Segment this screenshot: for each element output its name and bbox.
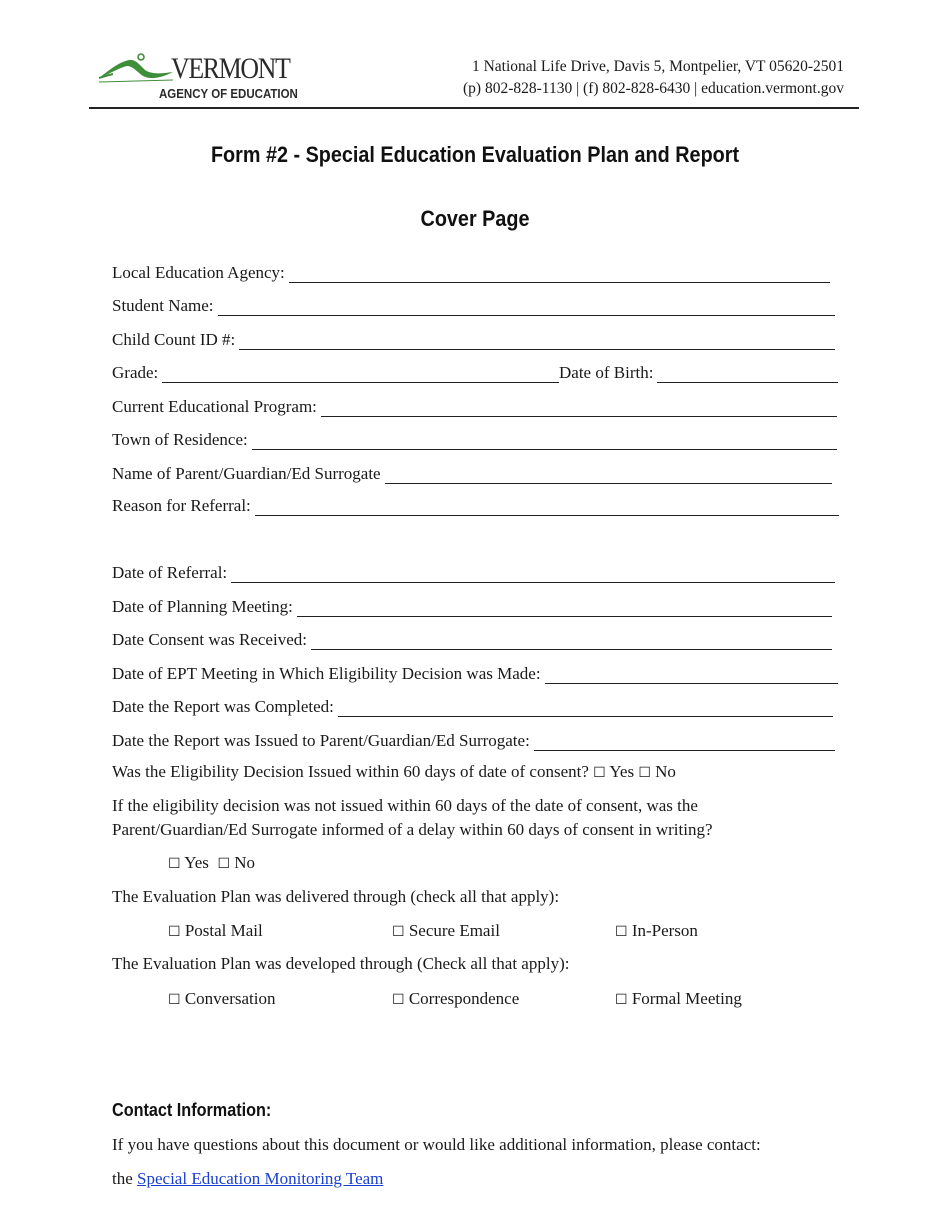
contact-prefix: the: [112, 1169, 133, 1188]
town-field[interactable]: [112, 426, 837, 450]
checkbox-icon[interactable]: ☐: [593, 765, 606, 781]
field-label: Date of Planning Meeting:: [112, 597, 293, 616]
field-label: Current Educational Program:: [112, 397, 317, 416]
lea-field[interactable]: [112, 259, 830, 283]
checkbox-icon[interactable]: ☐: [168, 856, 181, 872]
field-line[interactable]: [297, 600, 832, 617]
field-line[interactable]: [252, 433, 837, 450]
child-count-field[interactable]: [112, 326, 835, 350]
field-label: Local Education Agency:: [112, 263, 285, 282]
question-text: Was the Eligibility Decision Issued within 60 days of date of consent?: [112, 762, 589, 781]
field-label: Grade:: [112, 363, 159, 382]
option-label: Formal Meeting: [631, 989, 742, 1008]
field-line[interactable]: [657, 366, 838, 383]
option-no: No: [234, 853, 256, 872]
delivered-option-email: [392, 921, 500, 941]
agency-address: [463, 56, 844, 100]
delivered-option-inperson: [615, 921, 698, 941]
field-line[interactable]: [218, 299, 835, 316]
date-completed-field[interactable]: [112, 693, 833, 717]
date-planning-field[interactable]: [112, 593, 832, 617]
developed-question: The Evaluation Plan was developed through (Check all that apply):: [112, 954, 570, 973]
option-label: Secure Email: [408, 921, 500, 940]
option-yes: Yes: [609, 762, 635, 781]
option-label: Conversation: [184, 989, 276, 1008]
field-line[interactable]: [338, 700, 833, 717]
field-line[interactable]: [231, 566, 835, 583]
option-yes: Yes: [184, 853, 209, 872]
sixty-day-question: [112, 762, 676, 782]
field-label: Date of Birth:: [559, 363, 654, 382]
field-label: Date of EPT Meeting in Which Eligibility Decision was Made:: [112, 664, 541, 683]
field-line[interactable]: [289, 266, 830, 283]
contact-text: If you have questions about this document or would like additional information, please contact:: [112, 1135, 761, 1154]
form-subtitle: Cover Page: [420, 206, 530, 231]
contact-heading: Contact Information:: [112, 1100, 272, 1120]
date-ept-field[interactable]: [112, 660, 838, 684]
checkbox-icon[interactable]: ☐: [615, 992, 628, 1008]
developed-option-conversation: [168, 989, 275, 1009]
checkbox-icon[interactable]: ☐: [217, 856, 230, 872]
option-label: Postal Mail: [184, 921, 263, 940]
option-label: Correspondence: [408, 989, 520, 1008]
field-label: Reason for Referral:: [112, 496, 251, 515]
parent-name-field[interactable]: [112, 460, 832, 484]
delay-options: [168, 853, 255, 873]
developed-option-correspondence: [392, 989, 519, 1009]
address-line: 1 National Life Drive, Davis 5, Montpelier, VT 05620-2501: [471, 58, 844, 75]
dob-field[interactable]: [559, 359, 838, 383]
grade-field[interactable]: [112, 359, 559, 383]
field-label: Date Consent was Received:: [112, 630, 307, 649]
checkbox-icon[interactable]: ☐: [392, 992, 405, 1008]
date-consent-field[interactable]: [112, 626, 832, 650]
vermont-aoe-logo: [97, 52, 297, 104]
current-program-field[interactable]: [112, 393, 837, 417]
field-line[interactable]: [162, 366, 559, 383]
field-line[interactable]: [545, 667, 838, 684]
field-label: Date the Report was Completed:: [112, 697, 334, 716]
delay-question-line2: Parent/Guardian/Ed Surrogate informed of a delay within 60 days of consent in writing?: [112, 820, 713, 839]
field-line[interactable]: [534, 734, 835, 751]
delivered-option-postal: [168, 921, 263, 941]
logo-subtitle: AGENCY OF EDUCATION: [159, 87, 298, 101]
date-issued-field[interactable]: [112, 727, 835, 751]
logo-wordmark: VERMONT: [171, 52, 290, 85]
checkbox-icon[interactable]: ☐: [168, 924, 181, 940]
field-label: Student Name:: [112, 296, 214, 315]
checkbox-icon[interactable]: ☐: [638, 765, 651, 781]
field-line[interactable]: [385, 467, 832, 484]
field-line[interactable]: [311, 633, 832, 650]
form-title: Form #2 - Special Education Evaluation Plan and Report: [210, 142, 740, 167]
field-line[interactable]: [255, 499, 839, 516]
checkbox-icon[interactable]: ☐: [615, 924, 628, 940]
field-label: Child Count ID #:: [112, 330, 236, 349]
field-label: Name of Parent/Guardian/Ed Surrogate: [112, 464, 381, 483]
field-label: Date the Report was Issued to Parent/Guardian/Ed Surrogate:: [112, 731, 530, 750]
student-name-field[interactable]: [112, 292, 835, 316]
field-line[interactable]: [239, 333, 835, 350]
mountain-logo-icon: [97, 52, 177, 88]
contact-line: [112, 1169, 383, 1189]
field-line[interactable]: [321, 400, 837, 417]
date-referral-field[interactable]: [112, 559, 835, 583]
reason-field[interactable]: [112, 492, 839, 516]
field-label: Town of Residence:: [112, 430, 248, 449]
checkbox-icon[interactable]: ☐: [392, 924, 405, 940]
contact-line: (p) 802-828-1130 | (f) 802-828-6430 | education.vermont.gov: [463, 80, 844, 97]
checkbox-icon[interactable]: ☐: [168, 992, 181, 1008]
option-no: No: [655, 762, 676, 781]
delivered-question: The Evaluation Plan was delivered through (check all that apply):: [112, 887, 560, 906]
developed-option-formal: [615, 989, 742, 1009]
option-label: In-Person: [631, 921, 698, 940]
field-label: Date of Referral:: [112, 563, 228, 582]
delay-question-line1: If the eligibility decision was not issued within 60 days of the date of consent, was the: [112, 796, 698, 815]
header-divider: [89, 107, 859, 109]
monitoring-team-link[interactable]: Special Education Monitoring Team: [137, 1169, 384, 1188]
